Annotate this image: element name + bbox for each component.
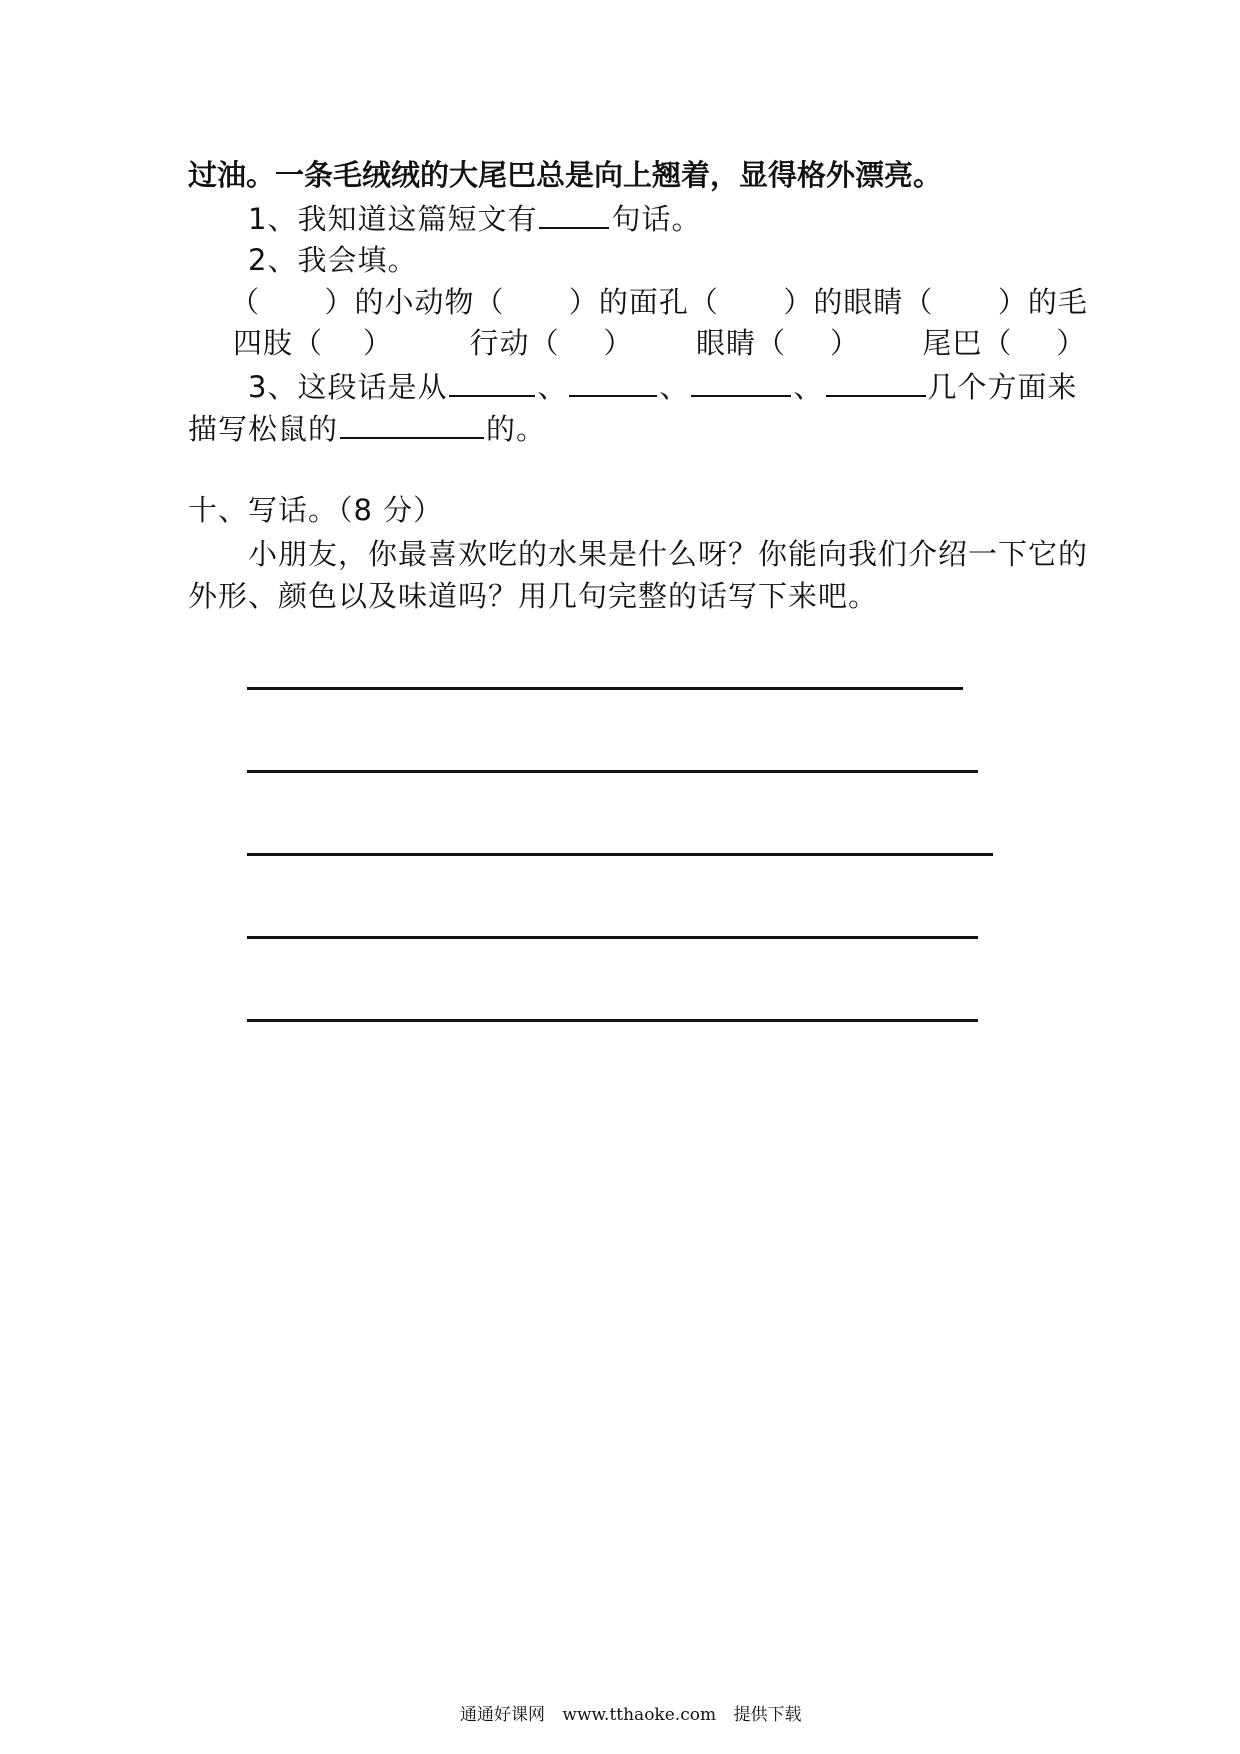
question-3-line-2 [188, 407, 546, 449]
question-3-line-2-suffix: 的。 [486, 412, 547, 446]
question-2-title: 2、我会填。 [248, 243, 418, 277]
question-2-row-1 [230, 282, 1088, 322]
fill-paren: ）的小动物（ [324, 285, 505, 319]
writing-prompt-line-2: 外形、颜色以及味道吗？用几句完整的话写下来吧。 [188, 579, 879, 613]
question-3-suffix: 几个方面来 [927, 370, 1078, 404]
separator: 、 [793, 370, 824, 404]
question-3 [248, 365, 1078, 407]
question-1-suffix: 句话。 [611, 202, 702, 236]
question-2-row-2 [233, 323, 1086, 363]
footer-url[interactable]: www.tthaoke.com [562, 1705, 717, 1725]
fill-paren: ）的面孔（ [568, 285, 719, 319]
fill-paren: ） [829, 326, 860, 360]
fill-paren: ）的毛 [997, 285, 1088, 319]
fill-label: 尾巴（ [922, 326, 1013, 360]
answer-line-1[interactable] [247, 687, 963, 690]
fill-label: 行动（ [469, 326, 560, 360]
aspect-blank-4[interactable] [826, 365, 926, 397]
question-1 [248, 197, 701, 239]
footer [460, 1700, 813, 1725]
answer-line-2[interactable] [247, 770, 978, 773]
sentence-count-blank[interactable] [539, 197, 609, 229]
fill-label: 四肢（ [233, 326, 324, 360]
passage-continuation: 过油。一条毛绒绒的大尾巴总是向上翘着，显得格外漂亮。 [188, 158, 943, 192]
footer-note: 提供下载 [733, 1705, 802, 1725]
question-1-prefix: 1、我知道这篇短文有 [248, 202, 538, 236]
fill-paren: ） [1056, 326, 1087, 360]
question-3-line-2-prefix: 描写松鼠的 [188, 412, 339, 446]
aspect-blank-3[interactable] [691, 365, 791, 397]
footer-site-name: 通通好课网 [460, 1705, 545, 1725]
answer-line-5[interactable] [247, 1019, 978, 1022]
fill-paren: ） [363, 326, 394, 360]
writing-prompt-line-1: 小朋友，你最喜欢吃的水果是什么呀？你能向我们介绍一下它的 [248, 537, 1089, 571]
separator: 、 [537, 370, 568, 404]
separator: 、 [659, 370, 690, 404]
fill-paren: （ [230, 285, 261, 319]
aspect-blank-1[interactable] [449, 365, 535, 397]
fill-paren: ） [603, 326, 634, 360]
answer-line-3[interactable] [247, 853, 993, 856]
answer-line-4[interactable] [247, 936, 978, 939]
fill-paren: ）的眼睛（ [783, 285, 934, 319]
fill-label: 眼睛（ [695, 326, 786, 360]
description-blank[interactable] [340, 407, 484, 439]
writing-heading: 十、写话。（8 分） [188, 493, 444, 527]
question-3-prefix: 3、这段话是从 [248, 370, 448, 404]
aspect-blank-2[interactable] [569, 365, 657, 397]
